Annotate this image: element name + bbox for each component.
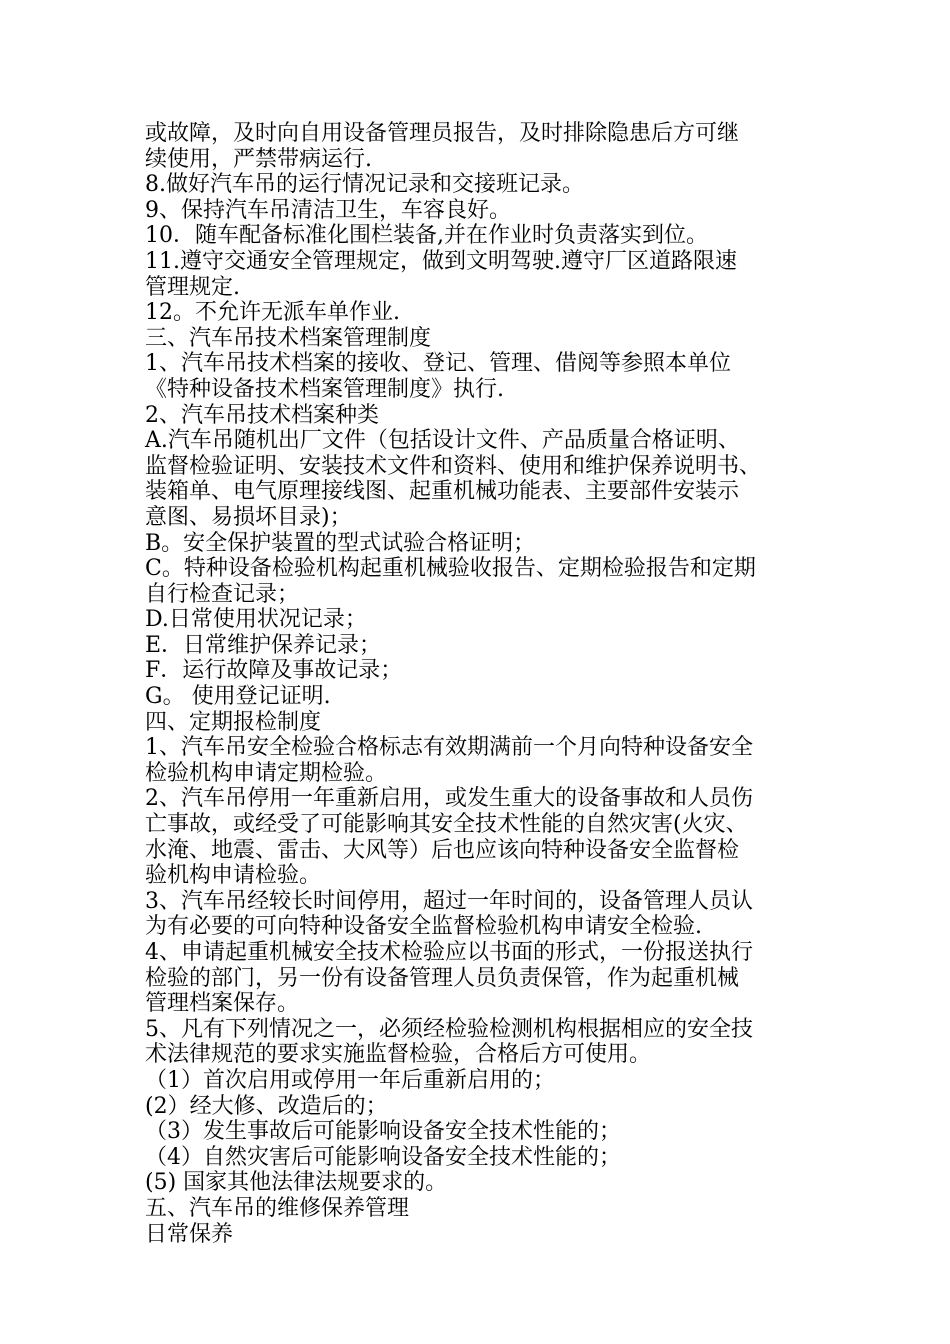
text-line: （3）发生事故后可能影响设备安全技术性能的； xyxy=(145,1119,621,1145)
text-line: 2、汽车吊技术档案种类 xyxy=(145,402,379,428)
text-line: 2、汽车吊停用一年重新启用，或发生重大的设备事故和人员伤 xyxy=(145,786,753,812)
text-line: 1、汽车吊技术档案的接收、登记、管理、借阅等参照本单位 xyxy=(145,351,731,377)
text-line: 水淹、地震、雷击、大风等）后也应该向特种设备安全监督检 xyxy=(145,837,740,863)
text-line: 3、汽车吊经较长时间停用，超过一年时间的，设备管理人员认 xyxy=(145,888,753,914)
text-line: F．运行故障及事故记录； xyxy=(145,658,403,684)
text-line: 监督检验证明、安装技术文件和资料、使用和维护保养说明书、 xyxy=(145,453,762,479)
text-line: 5、凡有下列情况之一，必须经检验检测机构根据相应的安全技 xyxy=(145,1016,753,1042)
text-line: 亡事故，或经受了可能影响其安全技术性能的自然灾害(火灾、 xyxy=(145,812,748,838)
text-line: 术法律规范的要求实施监督检验，合格后方可使用。 xyxy=(145,1042,652,1068)
text-line: 装箱单、电气原理接线图、起重机械功能表、主要部件安装示 xyxy=(145,479,740,505)
text-line: 意图、易损坏目录)； xyxy=(145,504,352,530)
text-line: G。 使用登记证明. xyxy=(145,684,331,710)
text-line: C。特种设备检验机构起重机械验收报告、定期检验报告和定期 xyxy=(145,556,756,582)
text-line: 10．随车配备标准化围栏装备,并在作业时负责落实到位。 xyxy=(145,223,708,249)
text-line: 检验机构申请定期检验。 xyxy=(145,760,388,786)
text-line: 检验的部门，另一份有设备管理人员负责保管，作为起重机械 xyxy=(145,965,740,991)
section-heading: 四、定期报检制度 xyxy=(145,709,322,735)
text-line: 或故障，及时向自用设备管理员报告，及时排除隐患后方可继 xyxy=(145,121,740,146)
text-line: 自行检查记录； xyxy=(145,581,300,607)
section-heading: 三、汽车吊技术档案管理制度 xyxy=(145,325,432,351)
text-line: （1）首次启用或停用一年后重新启用的； xyxy=(145,1067,555,1093)
text-line: D.日常使用状况记录； xyxy=(145,607,367,633)
text-line: 日常保养 xyxy=(145,1221,234,1247)
text-line: 为有必要的可向特种设备安全监督检验机构申请安全检验. xyxy=(145,914,702,940)
text-line: 管理规定. xyxy=(145,274,240,300)
text-line: 11.遵守交通安全管理规定，做到文明驾驶.遵守厂区道路限速 xyxy=(145,248,737,274)
text-line: (2）经大修、改造后的； xyxy=(145,1093,388,1119)
text-line: 管理档案保存。 xyxy=(145,991,300,1017)
text-line: 9、保持汽车吊清洁卫生，车容良好。 xyxy=(145,197,511,223)
text-line: 8.做好汽车吊的运行情况记录和交接班记录。 xyxy=(145,172,584,198)
text-line: 续使用，严禁带病运行. xyxy=(145,146,372,172)
text-line: B。安全保护装置的型式试验合格证明； xyxy=(145,530,536,556)
text-line: 《特种设备技术档案管理制度》执行. xyxy=(145,376,504,402)
document-body xyxy=(145,121,825,1247)
text-line: 验机构申请检验。 xyxy=(145,863,322,889)
text-line: 12。不允许无派车单作业. xyxy=(145,300,400,326)
text-line: A.汽车吊随机出厂文件（包括设计文件、产品质量合格证明、 xyxy=(145,428,740,454)
text-line: 4、申请起重机械安全技术检验应以书面的形式，一份报送执行 xyxy=(145,940,753,965)
section-heading: 五、汽车吊的维修保养管理 xyxy=(145,1195,410,1221)
text-line: (5) 国家其他法律法规要求的。 xyxy=(145,1170,448,1196)
text-line: E．日常维护保养记录； xyxy=(145,632,382,658)
text-line: 1、汽车吊安全检验合格标志有效期满前一个月向特种设备安全 xyxy=(145,735,753,761)
text-line: （4）自然灾害后可能影响设备安全技术性能的； xyxy=(145,1144,621,1170)
